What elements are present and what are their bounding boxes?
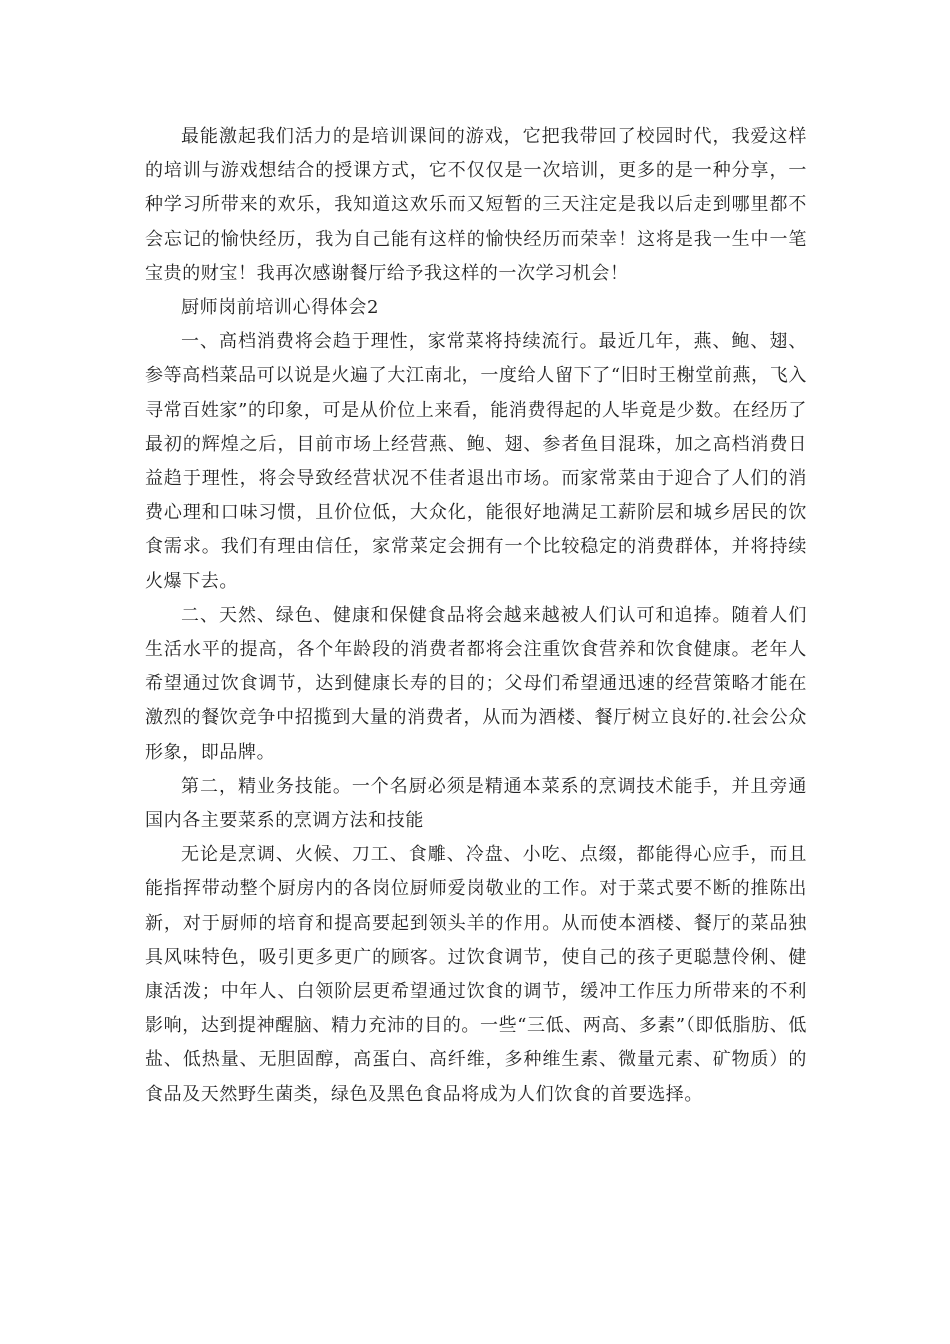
paragraph-cooking-mastery: 无论是烹调、火候、刀工、食雕、冷盘、小吃、点缀，都能得心应手，而且能指挥带动整个厨房内的各岗位厨师爱岗敬业的工作。对于菜式要不断的推陈出新，对于厨师的培育和提高要起到领头羊的作用。从而使本酒楼、餐厅的菜品独具风味特色，吸引更多更广的顾客。过饮食调节，使自己的孩子更聪慧伶俐、健康活泼；中年人、白领阶层更希望通过饮食的调节，缓冲工作压力所带来的不利影响，达到提神醒脑、精力充沛的目的。一些“三低、两高、多素”（即低脂肪、低盐、低热量、无胆固醇，高蛋白、高纤维，多种维生素、微量元素、矿物质）的食品及天然野生菌类，绿色及黑色食品将成为人们饮食的首要选择。 (145, 844, 807, 1105)
document-body (145, 120, 807, 1112)
paragraph-home-cooking: 一、高档消费将会趋于理性，家常菜将持续流行。最近几年，燕、鲍、翅、参等高档菜品可以说是火遍了大江南北，一度给人留下了“旧时王榭堂前燕，飞入寻常百姓家”的印象，可是从价位上来看，能消费得起的人毕竟是少数。在经历了最初的辉煌之后，目前市场上经营燕、鲍、翅、参者鱼目混珠，加之高档消费日益趋于理性，将会导致经营状况不佳者退出市场。而家常菜由于迎合了人们的消费心理和口味习惯，且价位低，大众化，能很好地满足工薪阶层和城乡居民的饮食需求。我们有理由信任，家常菜定会拥有一个比较稳定的消费群体，并将持续火爆下去。 (145, 331, 807, 592)
paragraph-skills: 第二，精业务技能。一个名厨必须是精通本菜系的烹调技术能手，并且旁通国内各主要菜系的烹调方法和技能 (145, 775, 807, 832)
paragraph-training-games: 最能激起我们活力的是培训课间的游戏，它把我带回了校园时代，我爱这样的培训与游戏想结合的授课方式，它不仅仅是一次培训，更多的是一种分享，一种学习所带来的欢乐，我知道这欢乐而又短暂的三天注定是我以后走到哪里都不会忘记的愉快经历，我为自己能有这样的愉快经历而荣幸！这将是我一生中一笔宝贵的财宝！我再次感谢餐厅给予我这样的一次学习机会！ (145, 126, 807, 284)
paragraph-healthy-food: 二、天然、绿色、健康和保健食品将会越来越被人们认可和追捧。随着人们生活水平的提高，各个年龄段的消费者都将会注重饮食营养和饮食健康。老年人希望通过饮食调节，达到健康长寿的目的；父母们希望通迅速的经营策略才能在激烈的餐饮竞争中招揽到大量的消费者，从而为酒楼、餐厅树立良好的.社会公众形象，即品牌。 (145, 604, 807, 763)
section-heading: 厨师岗前培训心得体会2 (181, 297, 380, 319)
